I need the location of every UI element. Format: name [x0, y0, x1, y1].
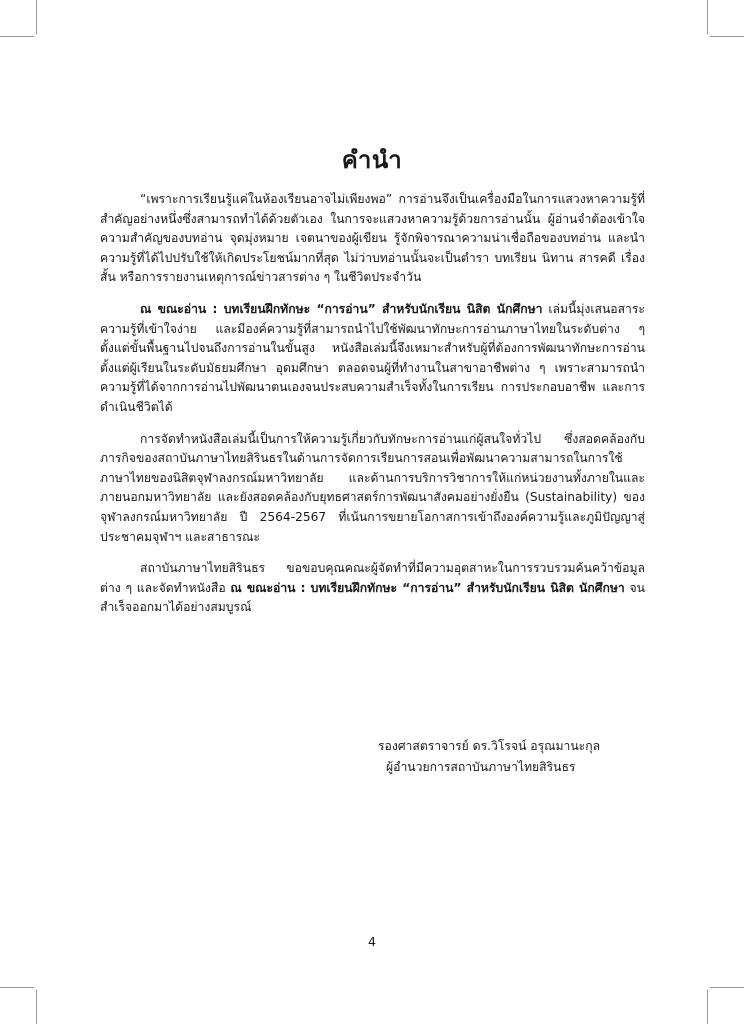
paragraph	[100, 559, 645, 618]
signatory-position: ผู้อำนวยการสถาบันภาษาไทยสิรินธร	[386, 760, 576, 774]
crop-mark	[36, 0, 37, 34]
crop-mark	[0, 36, 34, 37]
crop-mark	[707, 990, 708, 1024]
paragraph-text: “เพราะการเรียนรู้แค่ในห้องเรียนอาจไม่เพียงพอ” การอ่านจึงเป็นเครื่องมือในการแสวงหาความรู้ที่สำคัญอย่างหนึ่งซึ่งสามารถทำได้ด้วยตัวเอง ในการจะแสวงหาความรู้ด้วยการอ่านนั้น ผู้อ่านจำต้องเข้าใจความสำคัญของบทอ่าน จุดมุ่งหมาย เจตนาของผู้เขียน รู้จักพิจารณาความน่าเชื่อถือของบทอ่าน และนำความรู้ที่ได้ไปปรับใช้ให้เกิดประโยชน์มากที่สุด ไม่ว่าบทอ่านนั้นจะเป็นตำรา บทเรียน นิทาน สารคดี เรื่องสั้น หรือการรายงานเหตุการณ์ข่าวสารต่าง ๆ ในชีวิตประจำวัน	[100, 192, 645, 285]
crop-mark	[710, 36, 744, 37]
preface-body	[100, 190, 645, 630]
paragraph-text: การจัดทำหนังสือเล่มนี้เป็นการให้ความรู้เกี่ยวกับทักษะการอ่านแก่ผู้สนใจทั่วไป ซึ่งสอดคล้องกับภารกิจของสถาบันภาษาไทยสิรินธรในด้านการจัดการเรียนการสอนเพื่อพัฒนาความสามารถในการใช้ภาษาไทยของนิสิตจุฬาลงกรณ์มหาวิทยาลัย และด้านการบริการวิชาการให้แก่หน่วยงานทั้งภายในและภายนอกมหาวิทยาลัย และยังสอดคล้องกับยุทธศาสตร์การพัฒนาสังคมอย่างยั่งยืน (Sustainability) ของจุฬาลงกรณ์มหาวิทยาลัย ปี 2564-2567 ที่เน้นการขยายโอกาสการเข้าถึงองค์ความรู้และภูมิปัญญาสู่ประชาคมจุฬาฯ และสาธารณะ	[100, 431, 645, 544]
book-title-bold: ณ ขณะอ่าน : บทเรียนฝึกทักษะ “การอ่าน” สำหรับนักเรียน นิสิต นักศึกษา	[140, 301, 543, 316]
paragraph-text: สถาบันภาษาไทยสิรินธร ขอขอบคุณคณะผู้จัดทำที่มีความอุตสาหะในการรวบรวมค้นคว้าข้อมูลต่าง ๆ และจัดทำหนังสือ	[100, 561, 645, 595]
crop-mark	[710, 987, 744, 988]
paragraph	[100, 190, 645, 288]
book-title-bold: ณ ขณะอ่าน : บทเรียนฝึกทักษะ “การอ่าน” สำหรับนักเรียน นิสิต นักศึกษา	[230, 580, 625, 595]
crop-mark	[707, 0, 708, 34]
signatory-name: รองศาสตราจารย์ ดร.วิโรจน์ อรุณมานะกุล	[378, 739, 601, 753]
paragraph-text: จนสำเร็จออกมาได้อย่างสมบูรณ์	[100, 580, 645, 615]
paragraph	[100, 430, 645, 548]
crop-mark	[0, 987, 34, 988]
page-number: 4	[368, 934, 376, 949]
paragraph	[100, 300, 645, 418]
page-title: คำนำ	[341, 146, 403, 174]
crop-mark	[36, 990, 37, 1024]
paragraph-text: เล่มนี้มุ่งเสนอสาระความรู้ที่เข้าใจง่าย และมีองค์ความรู้ที่สามารถนำไปใช้พัฒนาทักษะการอ่านภาษาไทยในระดับต่าง ๆ ตั้งแต่ขั้นพื้นฐานไปจนถึงการอ่านในขั้นสูง หนังสือเล่มนี้จึงเหมาะสำหรับผู้ที่ต้องการพัฒนาทักษะการอ่าน ตั้งแต่ผู้เรียนในระดับมัธยมศึกษา อุดมศึกษา ตลอดจนผู้ที่ทำงานในสาขาอาชีพต่าง ๆ เพราะสามารถนำความรู้ที่ได้จากการอ่านไปพัฒนาตนเองจนประสบความสำเร็จทั้งในการเรียน การประกอบอาชีพ และการดำเนินชีวิตได้	[100, 301, 645, 414]
